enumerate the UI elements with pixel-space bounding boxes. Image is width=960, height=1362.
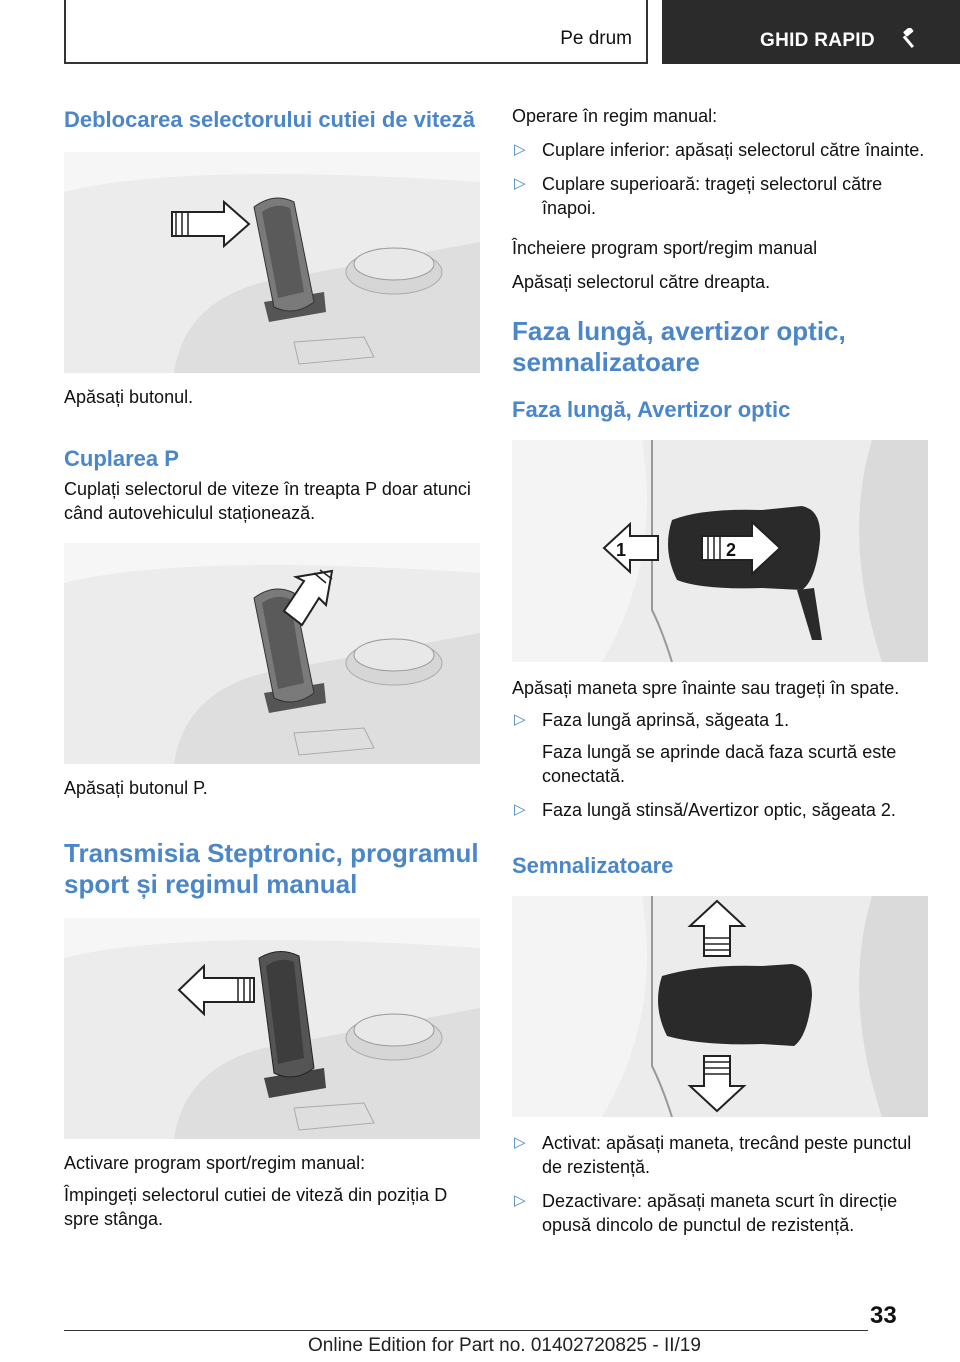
caption-push-left: Împingeți selectorul cutiei de viteză din poziția D spre stânga. — [64, 1185, 448, 1229]
triangle-bullet-icon: ▷ — [514, 141, 526, 158]
footer-edition: Online Edition for Part no. 01402720825 - II/19 — [308, 1335, 701, 1356]
quick-guide-tab[interactable] — [662, 0, 960, 64]
figure-steptronic-manual — [64, 918, 480, 1139]
caption-activate-sport: Activare program sport/regim manual: — [64, 1153, 366, 1173]
heading-engage-p: Cuplarea P — [64, 446, 179, 471]
heading-high-beam: Faza lungă, Avertizor optic — [512, 397, 791, 422]
triangle-bullet-icon: ▷ — [514, 1134, 526, 1151]
list-item: ▷ Cuplare superioară: trageți selectorul către înapoi. — [514, 174, 883, 218]
figure-gear-selector-unlock — [64, 152, 480, 373]
section-title: Pe drum — [560, 28, 632, 49]
triangle-bullet-icon: ▷ — [514, 1192, 526, 1209]
heading-turn-signals: Semnalizatoare — [512, 853, 674, 878]
text-manual-operation: Operare în regim manual: — [512, 106, 718, 126]
figure-turn-signal-lever — [512, 896, 928, 1117]
header-section-box — [64, 0, 648, 64]
caption-push-lever: Apăsați maneta spre înainte sau trageți în spate. — [512, 678, 900, 698]
quick-guide-label: GHID RAPID — [760, 30, 875, 51]
list-item: ▷ Cuplare inferior: apăsați selectorul către înainte. — [514, 140, 925, 160]
list-item: ▷ Faza lungă stinsă/Avertizor optic, săgeata 2. — [514, 800, 896, 820]
figure-high-beam-lever — [512, 440, 928, 662]
page-number: 33 — [870, 1302, 897, 1329]
caption-press-button: Apăsați butonul. — [64, 387, 194, 407]
left-column — [64, 100, 480, 1231]
figure-label-1: 1 — [616, 540, 627, 560]
note-low-beam: Faza lungă se aprinde dacă faza scurtă este conectată. — [542, 742, 897, 786]
text-end-program-title: Încheiere program sport/regim manual — [512, 238, 818, 258]
heading-steptronic: Transmisia Steptronic, programul sport și regimul manual — [64, 838, 479, 899]
text-end-program: Apăsați selectorul către dreapta. — [512, 272, 771, 292]
figure-gear-selector-p — [64, 543, 480, 764]
text-engage-p: Cuplați selectorul de viteze în treapta P doar atunci când autovehiculul staționează. — [64, 479, 471, 523]
list-item: ▷ Dezactivare: apăsați maneta scurt în direcție opusă dincolo de punctul de rezistență. — [514, 1191, 898, 1235]
hammer-icon — [898, 28, 920, 55]
list-item: ▷ Activat: apăsați maneta, trecând peste punctul de rezistență. — [514, 1133, 912, 1177]
list-item: ▷ Faza lungă aprinsă, săgeata 1. — [514, 710, 790, 730]
right-column — [512, 100, 928, 1237]
footer-divider — [64, 1330, 868, 1331]
heading-lights-signals: Faza lungă, avertizor optic, semnalizatoare — [512, 316, 846, 377]
triangle-bullet-icon: ▷ — [514, 711, 526, 728]
triangle-bullet-icon: ▷ — [514, 801, 526, 818]
triangle-bullet-icon: ▷ — [514, 175, 526, 192]
heading-unlock-selector: Deblocarea selectorului cutiei de viteză — [64, 107, 475, 132]
caption-press-p-button: Apăsați butonul P. — [64, 778, 208, 798]
figure-label-2: 2 — [726, 540, 737, 560]
